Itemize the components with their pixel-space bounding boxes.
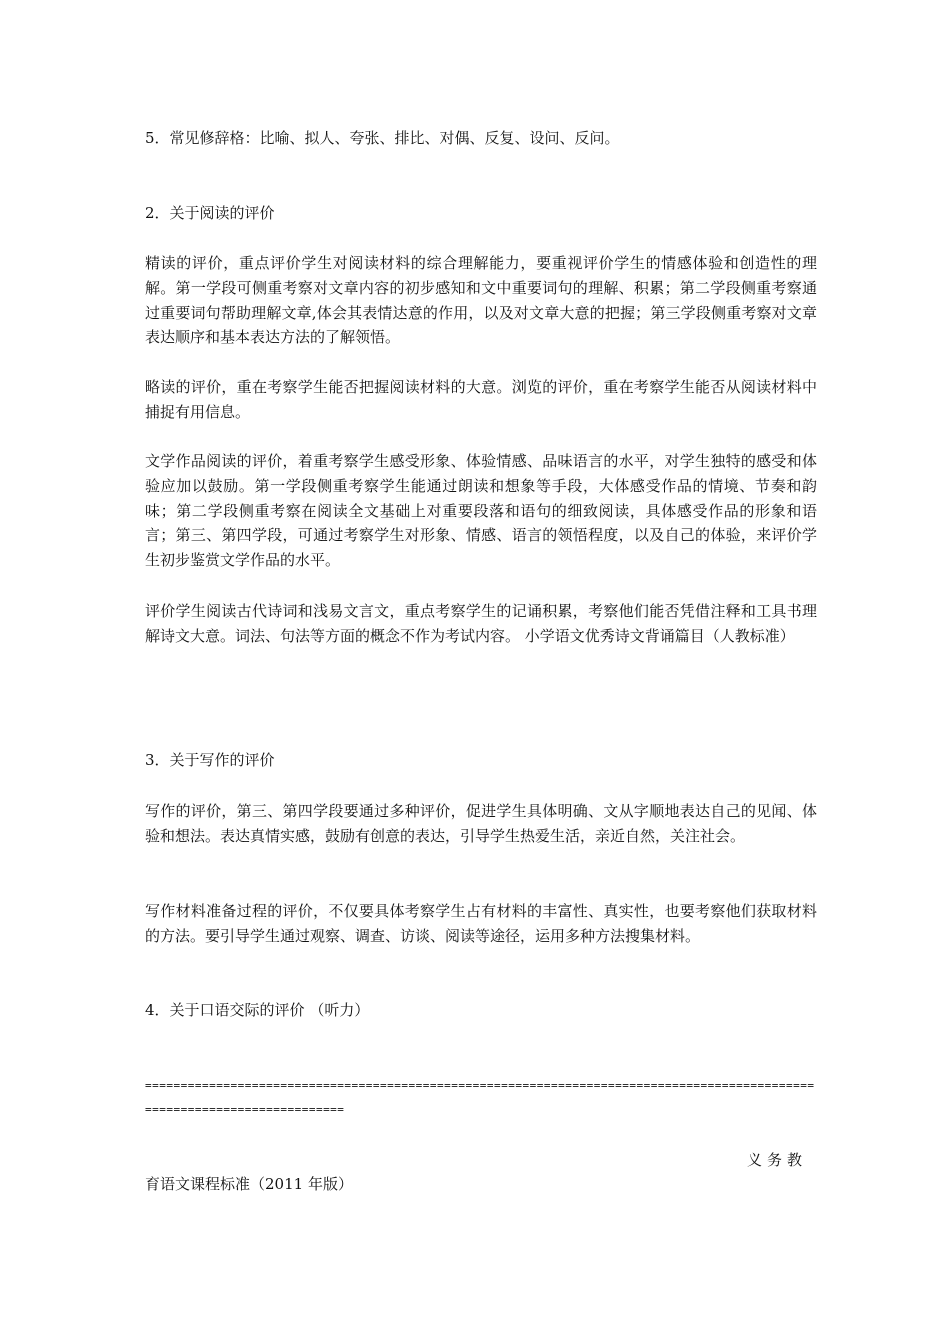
rhetoric-list-item: 5．常见修辞格：比喻、拟人、夸张、排比、对偶、反复、设问、反问。: [145, 129, 620, 147]
oral-communication-heading: 4．关于口语交际的评价 （听力）: [145, 1001, 370, 1019]
reading-evaluation-heading: 2．关于阅读的评价: [145, 204, 275, 222]
footer-right-fragment: 义务教: [746, 1151, 807, 1169]
writing-evaluation-paragraph: 写作的评价，第三、第四学段要通过多种评价，促进学生具体明确、文从字顺地表达自己的见闻、体验和想法。表达真情实感，鼓励有创意的表达，引导学生热爱生活，亲近自然，关注社会。: [145, 802, 817, 845]
writing-materials-paragraph: 写作材料准备过程的评价，不仅要具体考察学生占有材料的丰富性、真实性，也要考察他们获取材料的方法。要引导学生通过观察、调查、访谈、阅读等途径，运用多种方法搜集材料。: [145, 902, 817, 945]
intensive-reading-paragraph: 精读的评价，重点评价学生对阅读材料的综合理解能力，要重视评价学生的情感体验和创造性的理解。第一学段可侧重考察对文章内容的初步感知和文中重要词句的理解、积累；第二学段侧重考察通过重要词句帮助理解文章,体会其表情达意的作用，以及对文章大意的把握；第三学段侧重考察对文章表达顺序和基本表达方法的了解领悟。: [145, 254, 817, 347]
writing-evaluation-heading: 3．关于写作的评价: [145, 751, 275, 769]
separator-line: ==========================================================================================================================: [145, 1079, 815, 1116]
literary-reading-paragraph: 文学作品阅读的评价，着重考察学生感受形象、体验情感、品味语言的水平，对学生独特的感受和体验应加以鼓励。第一学段侧重考察学生能通过朗读和想象等手段，大体感受作品的情境、节奏和韵味；第二学段侧重考察在阅读全文基础上对重要段落和语句的细致阅读，具体感受作品的形象和语言；第三、第四学段，可通过考察学生对形象、情感、语言的领悟程度，以及自己的体验，来评价学生初步鉴赏文学作品的水平。: [145, 452, 817, 570]
classical-reading-paragraph: 评价学生阅读古代诗词和浅易文言文，重点考察学生的记诵积累，考察他们能否凭借注释和工具书理解诗文大意。词法、句法等方面的概念不作为考试内容。 小学语文优秀诗文背诵篇目（人教标准）: [145, 602, 817, 645]
footer-left-fragment: 育语文课程标准（2011 年版）: [145, 1175, 353, 1193]
skim-reading-paragraph: 略读的评价，重在考察学生能否把握阅读材料的大意。浏览的评价，重在考察学生能否从阅读材料中捕捉有用信息。: [145, 378, 817, 421]
